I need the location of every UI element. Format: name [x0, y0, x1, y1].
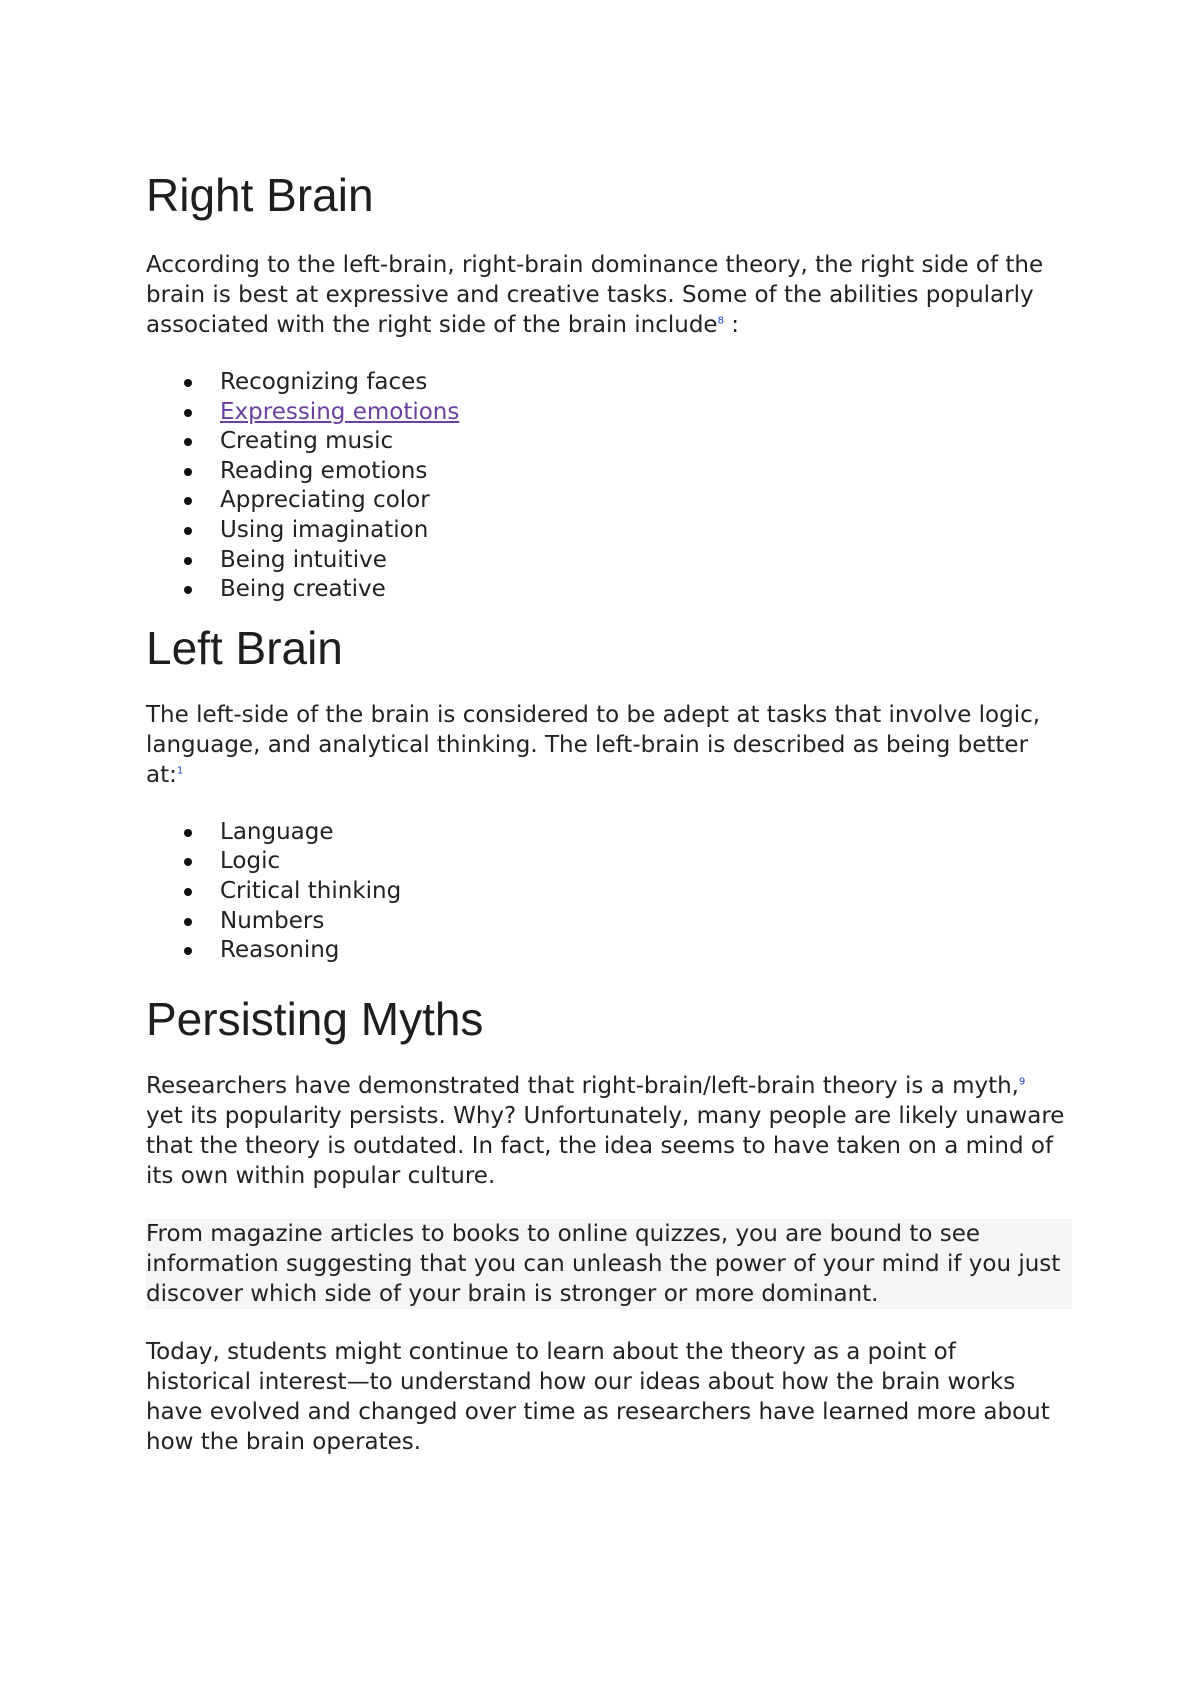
- list-item: [146, 877, 1066, 907]
- paragraph-myths-1: [146, 1071, 1066, 1191]
- reference-link-9[interactable]: 9: [1019, 1076, 1026, 1088]
- myths-para1-start: Researchers have demonstrated that right-brain/left-brain theory is a myth,: [146, 1072, 1019, 1099]
- list-item-label: Being intuitive: [220, 546, 387, 573]
- bullet-icon: [184, 557, 192, 565]
- list-item-label: Creating music: [220, 428, 394, 455]
- list-item: [146, 427, 1066, 457]
- highlighted-paragraph: [146, 1219, 1072, 1309]
- heading-persisting-myths: Persisting Myths: [146, 992, 484, 1045]
- reference-link-8[interactable]: 8: [717, 315, 724, 327]
- article-body: [146, 168, 1066, 1457]
- list-item-label: Logic: [220, 848, 281, 875]
- list-item: [146, 818, 1066, 848]
- right-brain-intro-text: According to the left-brain, right-brain dominance theory, the right side of the brain is best at expressive and creative tasks. Some of the abilities popularly associated with the right side of the brain include: [146, 252, 1044, 338]
- list-item-label: Language: [220, 818, 334, 845]
- list-right-brain-abilities: [146, 368, 1066, 605]
- bullet-icon: [184, 379, 192, 387]
- list-item-label: Reading emotions: [220, 457, 428, 484]
- expressing-emotions-link[interactable]: Expressing emotions: [220, 398, 460, 425]
- paragraph-left-brain-intro: [146, 700, 1066, 790]
- list-item-label: Critical thinking: [220, 877, 402, 904]
- bullet-icon: [184, 918, 192, 926]
- heading-left-brain: Left Brain: [146, 621, 343, 674]
- paragraph-right-brain-intro: [146, 250, 1066, 340]
- list-item: [146, 847, 1066, 877]
- paragraph-myths-3: Today, students might continue to learn about the theory as a point of historical interest—to understand how our ideas about how the brain works have evolved and changed over time as researchers have learned more about how the brain operates.: [146, 1338, 1050, 1455]
- list-item-label: Being creative: [220, 576, 386, 603]
- bullet-icon: [184, 438, 192, 446]
- list-item: [146, 457, 1066, 487]
- right-brain-intro-suffix: :: [723, 312, 740, 338]
- reference-link-1[interactable]: 1: [176, 765, 184, 777]
- bullet-icon: [184, 409, 192, 417]
- list-left-brain-abilities: [146, 818, 1066, 966]
- myths-para1-end: yet its popularity persists. Why? Unfortunately, many people are likely unaware that the theory is outdated. In fact, the idea seems to have taken on a mind of its own within popular culture.: [146, 1102, 1065, 1189]
- bullet-icon: [184, 586, 192, 594]
- list-item-label: Appreciating color: [220, 487, 430, 514]
- list-item: [146, 936, 1066, 966]
- bullet-icon: [184, 947, 192, 955]
- list-item: [146, 486, 1066, 516]
- heading-right-brain: Right Brain: [146, 169, 374, 221]
- list-item: [146, 546, 1066, 576]
- list-item-label: Using imagination: [220, 516, 429, 543]
- list-item-label: Recognizing faces: [220, 369, 428, 395]
- bullet-icon: [184, 829, 192, 837]
- list-item: [146, 368, 1066, 398]
- bullet-icon: [184, 497, 192, 505]
- left-brain-intro-text: The left-side of the brain is considered to be adept at tasks that involve logic, language, and analytical thinking. The left-brain is described as being better at:: [146, 701, 1041, 788]
- list-item-label: Numbers: [220, 907, 325, 934]
- list-item: [146, 907, 1066, 937]
- bullet-icon: [184, 888, 192, 896]
- list-item: [146, 398, 1066, 428]
- bullet-icon: [184, 468, 192, 476]
- list-item-label: Reasoning: [220, 937, 340, 964]
- list-item: [146, 575, 1066, 605]
- paragraph-myths-2: From magazine articles to books to online quizzes, you are bound to see information suggesting that you can unleash the power of your mind if you just discover which side of your brain is stronger or more dominant.: [146, 1220, 1061, 1307]
- bullet-icon: [184, 527, 192, 535]
- bullet-icon: [184, 858, 192, 866]
- list-item: [146, 516, 1066, 546]
